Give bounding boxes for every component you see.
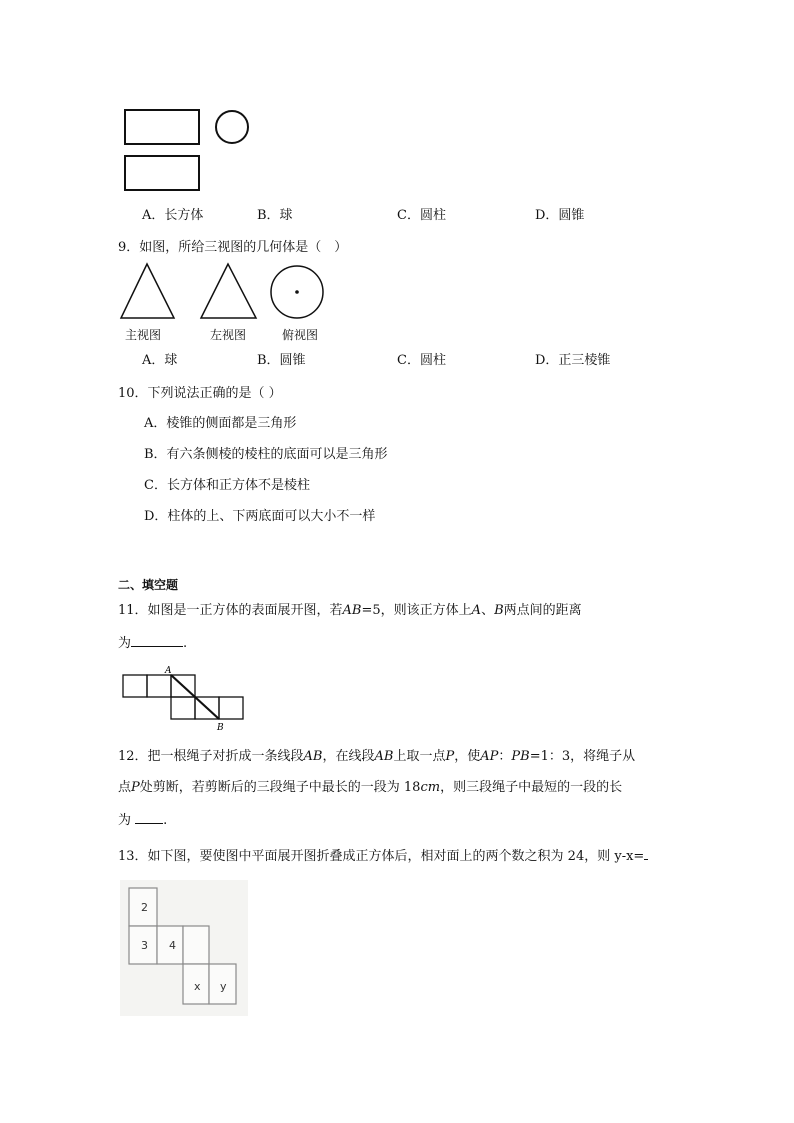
q9-caption-top: 俯视图	[282, 328, 319, 342]
q9-option-d: D．正三棱锥	[535, 353, 611, 368]
q11-label-b: B	[217, 723, 224, 733]
q9-front-view-triangle	[121, 264, 174, 318]
q11-cube-net-figure	[120, 664, 250, 734]
q10-option-a: A．棱锥的侧面都是三角形	[144, 416, 297, 431]
q13-cell-y: y	[220, 980, 227, 993]
q13-cell-x: x	[194, 980, 201, 993]
q8-option-a: A．长方体	[142, 208, 204, 223]
q9-option-b: B．圆锥	[257, 353, 306, 368]
q13-cell-2: 2	[141, 901, 148, 914]
q11-answer-blank[interactable]	[131, 634, 183, 647]
q10-stem: 10．下列说法正确的是（ ）	[118, 386, 282, 401]
q8-views-figure	[120, 105, 260, 197]
q10-option-d: D．柱体的上、下两底面可以大小不一样	[144, 509, 376, 524]
q9-side-view-triangle	[201, 264, 256, 318]
q8-option-b: B．球	[257, 208, 293, 223]
q8-side-view-circle	[216, 111, 248, 143]
q11-stem-line2: 为 .	[118, 636, 188, 651]
q13-cell-3: 3	[141, 939, 148, 952]
section-title: 二、填空题	[118, 578, 179, 592]
q8-top-view-rect	[125, 156, 199, 190]
q9-caption-front: 主视图	[125, 328, 162, 342]
q11-label-a: A	[165, 666, 172, 676]
q9-caption-side: 左视图	[210, 328, 247, 342]
q11-stem-line1: 11．如图是一正方体的表面展开图，若AB=5，则该正方体上A、B两点间的距离	[118, 603, 582, 618]
q8-option-c: C．圆柱	[397, 208, 446, 223]
q12-stem-line2: 点P处剪断，若剪断后的三段绳子中最长的一段为 18cm，则三段绳子中最短的一段的长	[118, 780, 623, 795]
q9-three-views-figure	[118, 262, 328, 322]
q13-cell-4: 4	[169, 939, 176, 952]
q10-option-c: C．长方体和正方体不是棱柱	[144, 478, 310, 493]
q12-stem-line3: 为 .	[118, 813, 168, 828]
q12-answer-blank[interactable]	[135, 811, 163, 824]
q9-top-view-center-dot	[295, 290, 299, 294]
q9-option-c: C．圆柱	[397, 353, 446, 368]
q13-stem: 13．如下图，要使图中平面展开图折叠成正方体后，相对面上的两个数之积为 24，则 y-x=	[118, 847, 648, 865]
q12-stem-line1: 12．把一根绳子对折成一条线段AB，在线段AB上取一点P，使AP：PB=1：3，将绳子从	[118, 749, 636, 764]
q9-stem: 9．如图，所给三视图的几何体是（ ）	[118, 240, 348, 255]
q8-option-d: D．圆锥	[535, 208, 585, 223]
q10-option-b: B．有六条侧棱的棱柱的底面可以是三角形	[144, 447, 388, 462]
q8-front-view-rect	[125, 110, 199, 144]
q13-cube-net-figure	[120, 880, 248, 1016]
q13-answer-blank[interactable]	[644, 847, 648, 860]
q9-option-a: A．球	[142, 353, 178, 368]
